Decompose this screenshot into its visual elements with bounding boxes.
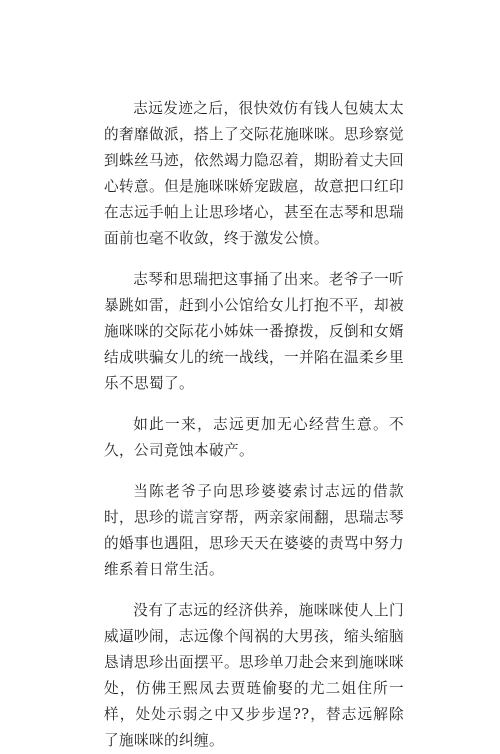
article-body bbox=[104, 96, 404, 754]
paragraph-3: 如此一来，志远更加无心经营生意。不久，公司竟蚀本破产。 bbox=[104, 416, 404, 459]
paragraph-5: 没有了志远的经济供养，施咪咪使人上门威逼吵闹，志远像个闯祸的大男孩，缩头缩脑恳请思珍出面摆平。思珍单刀赴会来到施咪咪处，仿佛王熙凤去贾琏偷娶的尤二姐住所一样，处处示弱之中又步步逞??，替志远解除了施咪咪的纠缠。 bbox=[104, 602, 404, 749]
paragraph-2: 志琴和思瑞把这事捅了出来。老爷子一听暴跳如雷，赶到小公馆给女儿打抱不平，却被施咪咪的交际花小姊妹一番撩拨，反倒和女婿结成哄骗女儿的统一战线，一并陷在温柔乡里乐不思蜀了。 bbox=[104, 271, 404, 392]
paragraph-4: 当陈老爷子向思珍婆婆索讨志远的借款时，思珍的谎言穿帮，两亲家闹翻，思瑞志琴的婚事也遇阻，思珍天天在婆婆的责骂中努力维系着日常生活。 bbox=[104, 483, 404, 578]
paragraph-1: 志远发迹之后，很快效仿有钱人包姨太太的奢靡做派，搭上了交际花施咪咪。思珍察觉到蛛丝马迹，依然竭力隐忍着，期盼着丈夫回心转意。但是施咪咪娇宠跋扈，故意把口红印在志远手帕上让思珍堵心，甚至在志琴和思瑞面前也毫不收敛，终于激发公愤。 bbox=[104, 100, 404, 247]
